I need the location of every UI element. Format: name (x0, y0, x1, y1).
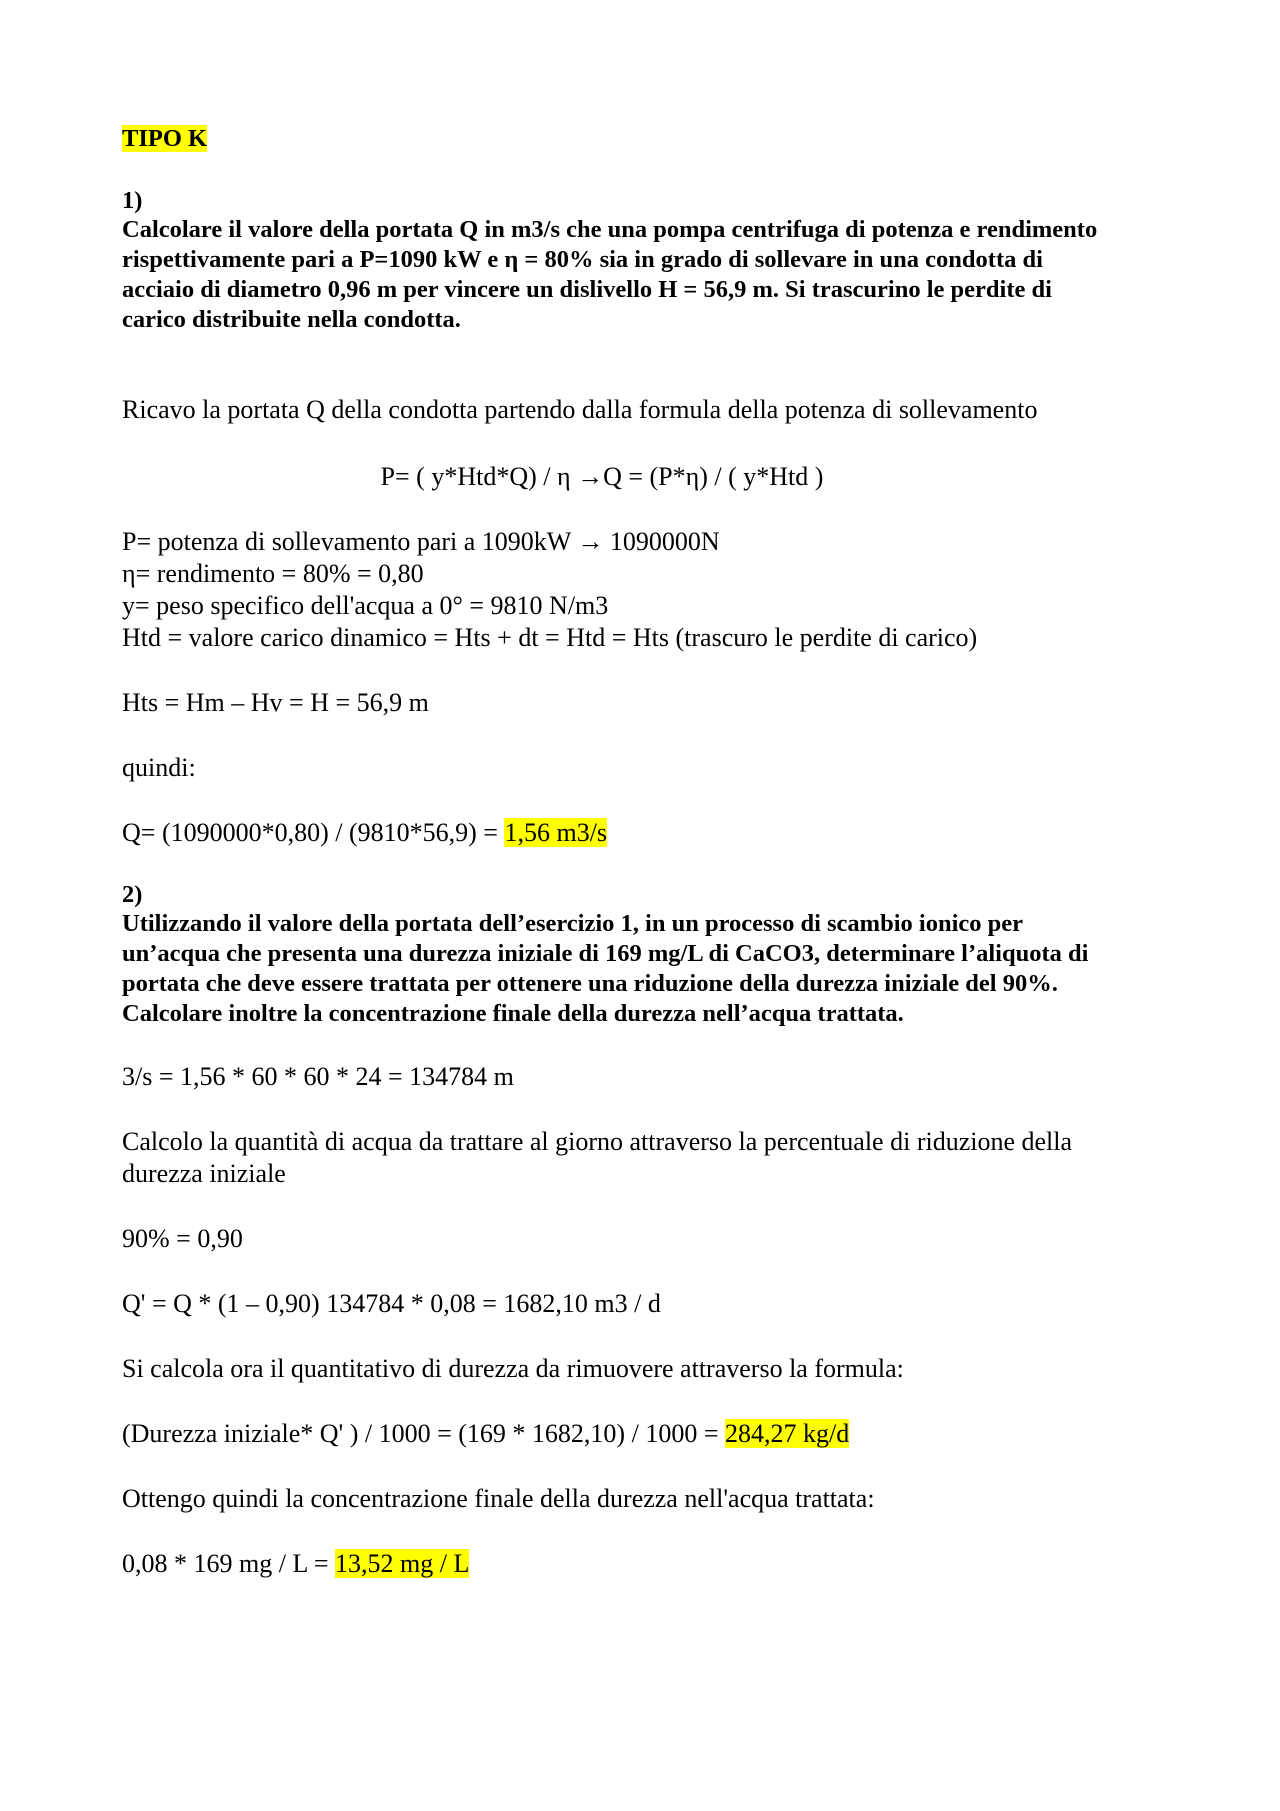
ex2-remove-result (122, 1419, 849, 1449)
ex2-calc-text-line-1: Calcolo la quantità di acqua da trattare al giorno attraverso la percentuale di riduzione della (122, 1127, 1073, 1156)
ex2-percent: 90% = 0,90 (122, 1224, 243, 1253)
ex1-question-line-4: carico distribuite nella condotta. (122, 306, 461, 333)
ex2-number: 2) (122, 881, 143, 908)
ex1-hts: Hts = Hm – Hv = H = 56,9 m (122, 688, 429, 717)
ex1-question-line-1: Calcolare il valore della portata Q in m3/s che una pompa centrifuga di potenza e rendimento (122, 216, 1098, 243)
ex1-intro: Ricavo la portata Q della condotta partendo dalla formula della potenza di sollevamento (122, 395, 1038, 424)
ex1-def-4: Htd = valore carico dinamico = Hts + dt = Htd = Hts (trascuro le perdite di carico) (122, 623, 978, 652)
ex2-question-line-4: Calcolare inoltre la concentrazione finale della durezza nell’acqua trattata. (122, 1000, 904, 1027)
ex1-question-line-2: rispettivamente pari a P=1090 kW e η = 80% sia in grado di sollevare in una condotta di (122, 246, 1043, 273)
ex2-question-line-3: portata che deve essere trattata per ottenere una riduzione della durezza iniziale del 90%. (122, 970, 1058, 997)
ex2-remove-prefix: (Durezza iniziale* Q' ) / 1000 = (169 * 1682,10) / 1000 = (122, 1419, 725, 1448)
ex1-question-line-3: acciaio di diametro 0,96 m per vincere un dislivello H = 56,9 m. Si trascurino le perdite di (122, 276, 1052, 303)
ex2-final-value: 13,52 mg / L (335, 1549, 470, 1578)
ex2-conversion: 3/s = 1,56 * 60 * 60 * 24 = 134784 m (122, 1062, 514, 1091)
ex2-final-prefix: 0,08 * 169 mg / L = (122, 1549, 336, 1578)
heading (122, 124, 207, 154)
heading-highlight: TIPO K (122, 125, 208, 152)
ex1-quindi: quindi: (122, 753, 196, 782)
ex1-formula: P= ( y*Htd*Q) / η →Q = (P*η) / ( y*Htd ) (380, 462, 824, 491)
ex2-qprime: Q' = Q * (1 – 0,90) 134784 * 0,08 = 1682,10 m3 / d (122, 1289, 661, 1318)
ex1-def-1: P= potenza di sollevamento pari a 1090kW → 1090000N (122, 527, 720, 556)
ex2-final-result (122, 1549, 469, 1579)
ex2-remove-value: 284,27 kg/d (724, 1419, 850, 1448)
ex2-calc-text-line-2: durezza iniziale (122, 1159, 286, 1188)
ex1-number: 1) (122, 187, 143, 214)
ex1-def-2: η= rendimento = 80% = 0,80 (122, 559, 424, 588)
ex1-result (122, 818, 607, 848)
ex2-final-text: Ottengo quindi la concentrazione finale della durezza nell'acqua trattata: (122, 1484, 875, 1513)
ex2-question-line-2: un’acqua che presenta una durezza iniziale di 169 mg/L di CaCO3, determinare l’aliquota di (122, 940, 1089, 967)
ex1-result-value: 1,56 m3/s (504, 818, 608, 847)
ex1-result-prefix: Q= (1090000*0,80) / (9810*56,9) = (122, 818, 505, 847)
ex2-remove-text: Si calcola ora il quantitativo di durezza da rimuovere attraverso la formula: (122, 1354, 904, 1383)
ex2-question-line-1: Utilizzando il valore della portata dell’esercizio 1, in un processo di scambio ionico per (122, 910, 1024, 937)
ex1-def-3: y= peso specifico dell'acqua a 0° = 9810 N/m3 (122, 591, 609, 620)
